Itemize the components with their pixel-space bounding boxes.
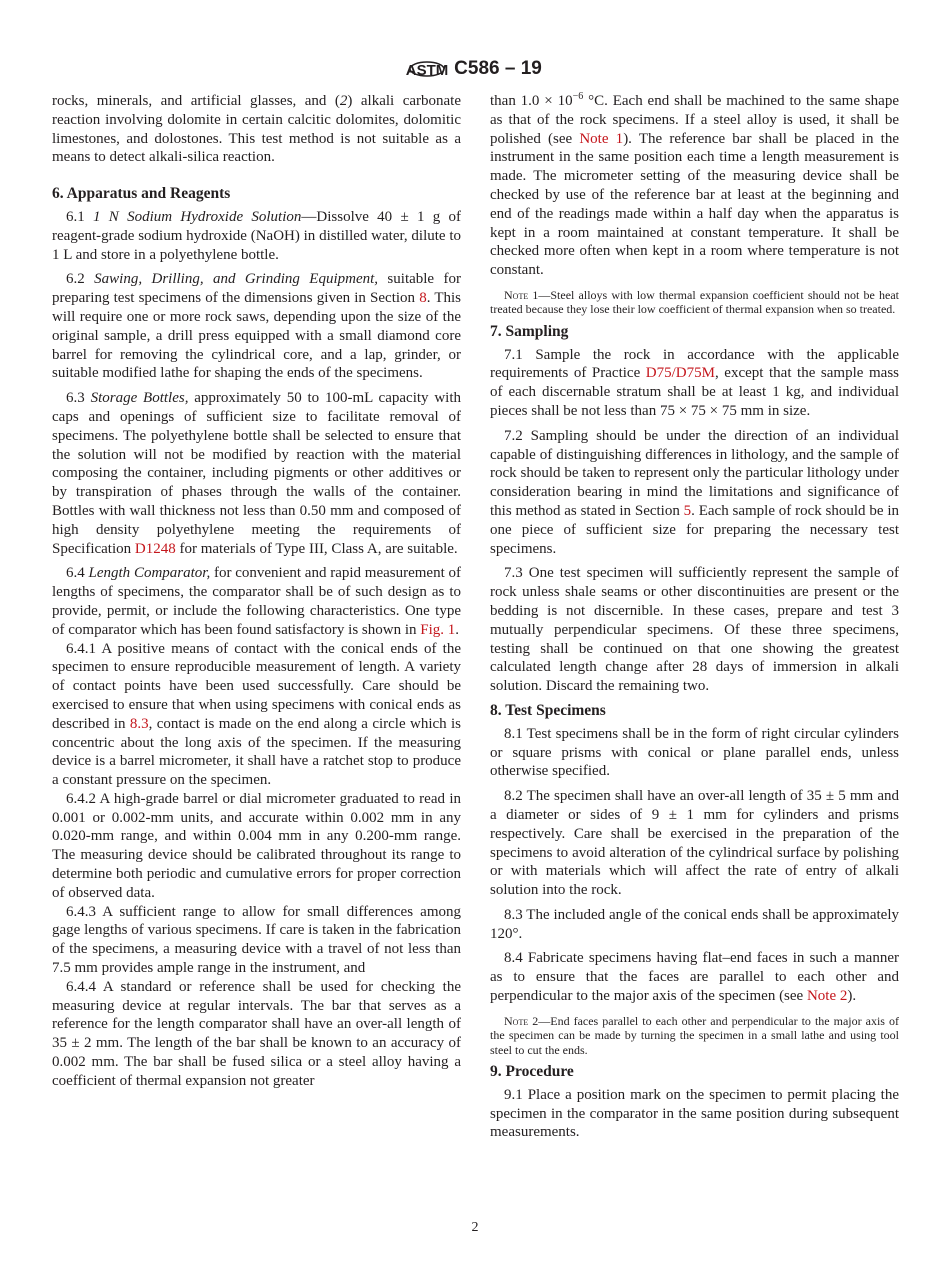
section-heading-6: 6. Apparatus and Reagents bbox=[52, 185, 231, 203]
paragraph-8-4 bbox=[490, 949, 899, 1005]
paragraph-6-4-3 bbox=[52, 903, 461, 978]
paragraph-6-4 bbox=[52, 564, 461, 639]
italic-term: 1 N Sodium Hydroxide Solution bbox=[93, 208, 302, 225]
page-header bbox=[0, 56, 950, 84]
svg-text:ASTM: ASTM bbox=[405, 62, 449, 79]
astm-logo-icon bbox=[405, 56, 449, 82]
text-run: 6.3 bbox=[66, 390, 91, 407]
paragraph-continuation bbox=[490, 92, 899, 280]
note-2 bbox=[490, 1014, 899, 1057]
text-run: 8.4 Fabricate specimens having flat–end faces in such a manner as to ensure that the faces are parallel to each other and perpendicular to the major axis of the specimen (see bbox=[490, 950, 899, 1005]
cross-reference-link[interactable]: D1248 bbox=[134, 540, 176, 557]
paragraph-9-1 bbox=[490, 1086, 899, 1142]
text-run: rocks, minerals, and artificial glasses, and ( bbox=[52, 93, 340, 109]
paragraph-6-4-1 bbox=[52, 640, 461, 790]
note-label: Note bbox=[504, 1013, 529, 1028]
note-label: Note bbox=[504, 287, 529, 302]
paragraph-7-2 bbox=[490, 427, 899, 559]
paragraph-8-1 bbox=[490, 725, 899, 781]
paragraph-8-3 bbox=[490, 906, 899, 944]
note-1 bbox=[490, 288, 899, 317]
right-column bbox=[490, 92, 899, 1142]
section-heading-9: 9. Procedure bbox=[490, 1063, 574, 1081]
text-run: 6.2 bbox=[66, 271, 95, 288]
italic-term: 2 bbox=[339, 93, 348, 109]
text-run: , contact is made on the end along a circle which is concentric about the long axis of the specimen. If the measuring device is a barrel micrometer, it shall have a ratchet stop to produce a constant pressure on the specimen. bbox=[52, 715, 462, 789]
paragraph-7-3 bbox=[490, 564, 899, 696]
text-run: ). The reference bar shall be placed in the instrument in the same position each time a length measurement is made. The micrometer setting of the measuring device shall be checked by use of the reference bar at least at the beginning and end of the readings made within a half day when the apparatus is kept in a room maintained at constant temperature. It shall be checked more often when kept in a room where temperature is not constant. bbox=[490, 130, 899, 279]
section-heading-8: 8. Test Specimens bbox=[490, 701, 606, 719]
cross-reference-link[interactable]: D75/D75M bbox=[645, 365, 715, 382]
cross-reference-link[interactable]: Note 1 bbox=[579, 130, 624, 147]
paragraph-6-1 bbox=[52, 208, 461, 264]
text-run: —Dissolve 40 ± 1 g of reagent-grade sodium hydroxide (NaOH) in distilled water, dilute to 1 L and store in a polyethylene bottle. bbox=[52, 208, 462, 263]
text-run: 8.3 The included angle of the conical ends shall be approximately 120°. bbox=[490, 906, 899, 942]
paragraph-continuation bbox=[52, 92, 461, 167]
text-run: for materials of Type III, Class A, are suitable. bbox=[175, 540, 458, 557]
section-heading-7: 7. Sampling bbox=[490, 322, 569, 340]
cross-reference-link[interactable]: 8 bbox=[419, 290, 427, 307]
text-run: 6.4.3 A sufficient range to allow for small differences among gage lengths of various specimens. If care is taken in the fabrication of the specimens, a measuring device with a travel of not less than 7.5 mm provides ample range in the instrument, and bbox=[52, 903, 461, 977]
paragraph-6-2 bbox=[52, 270, 461, 383]
text-run: ) alkali carbonate reaction involving dolomite in certain calcitic dolomites, dolomitic limestones, and dolostones. This test method is not suitable as a means to detect alkali-silica reaction. bbox=[52, 93, 462, 166]
cross-reference-link[interactable]: 5 bbox=[683, 502, 692, 519]
text-run: 6.4.1 A positive means of contact with the conical ends of the specimen to ensure reproducible measurement of length. A variety of contact points have been used successfully. Care should be exercised to ensure that when using specimens with conical ends as described in bbox=[52, 640, 461, 732]
document-designation: C586 – 19 bbox=[454, 58, 542, 79]
cross-reference-link[interactable]: 8.3 bbox=[129, 715, 149, 732]
text-run: 7.1 Sample the rock in accordance with the applicable requirements of Practice bbox=[490, 346, 899, 382]
paragraph-6-3 bbox=[52, 389, 461, 558]
page-number: 2 bbox=[471, 1220, 479, 1235]
paragraph-6-4-2 bbox=[52, 790, 461, 903]
text-run: . Each sample of rock should be in one piece of sufficient size for preparing the necessary test specimens. bbox=[490, 502, 899, 557]
text-run: 6.4.2 A high-grade barrel or dial micrometer graduated to read in 0.001 or 0.002-mm units, and accurate within 0.002 mm in any 0.020-mm range, and within 0.004 mm in any 0.200-mm range. The measuring device should be calibrated throughout its range to determine both periodic and cumulative errors for proper correction of observed data. bbox=[52, 790, 461, 901]
text-run: 8.1 Test specimens shall be in the form of right circular cylinders or square prisms with conical or plane parallel ends, unless otherwise specified. bbox=[490, 725, 899, 780]
text-run: 2—End faces parallel to each other and perpendicular to the major axis of the specimen can be made by turning the specimen in a small lathe and using tool steel to cut the ends. bbox=[490, 1013, 899, 1057]
text-run: 6.4 bbox=[66, 565, 89, 582]
text-run: , except that the sample mass of each discernable stratum shall be at least 1 kg, and individual pieces shall be not less than 75 × 75 × 75 mm in size. bbox=[490, 365, 899, 419]
text-run: suitable for preparing test specimens of the dimensions given in Section bbox=[52, 271, 461, 307]
text-run: 1—Steel alloys with low thermal expansion coefficient should not be heat treated because they lose their low coefficient of thermal expansion when so treated. bbox=[490, 287, 899, 317]
text-run: for convenient and rapid measurement of lengths of specimens, the comparator shall be of such design as to provide, permit, or include the following characteristics. One type of comparator which has been found satisfactory is shown in bbox=[52, 565, 462, 638]
text-run: . bbox=[455, 621, 460, 638]
cross-reference-link[interactable]: Note 2 bbox=[806, 988, 848, 1005]
text-run: than 1.0 × 10 bbox=[490, 93, 573, 109]
italic-term: Sawing, Drilling, and Grinding Equipment, bbox=[94, 271, 379, 288]
text-run: 8.2 The specimen shall have an over-all length of 35 ± 5 mm and a diameter or sides of 9 ± 1 mm for cylinders and prisms respectively. Care shall be exercised in the preparation of the specimens to avoid alteration of the cylindrical surface by polishing or with materials which will affect the rate of entry of alkali solution into the rock. bbox=[490, 788, 899, 899]
italic-term: Length Comparator, bbox=[88, 565, 211, 582]
text-run: ). bbox=[847, 988, 857, 1005]
text-run: 6.4.4 A standard or reference shall be used for checking the measuring device at regular intervals. The bar that serves as a reference for the length comparator shall have an over-all length of 35 ± 2 mm. The length of the bar shall be known to an accuracy of 0.002 mm. The bar shall be fused silica or a steel alloy having a coefficient of thermal expansion not greater bbox=[52, 978, 461, 1089]
text-run: 7.3 One test specimen will sufficiently represent the sample of rock unless shale seams or other discontinuities are present or the bedding is not discernible. In these cases, prepare and test 3 mutually perpendicular specimens. Of these three specimens, testing shall be continued on that one showing the greatest calculated length change after 28 days of immersion in alkali solution. Discard the remaining two. bbox=[490, 565, 899, 695]
cross-reference-link[interactable]: Fig. 1 bbox=[420, 621, 456, 638]
paragraph-6-4-4 bbox=[52, 978, 461, 1091]
paragraph-8-2 bbox=[490, 787, 899, 900]
italic-term: Storage Bottles, bbox=[90, 390, 189, 407]
superscript: −6 bbox=[572, 91, 584, 102]
text-run: °C. Each end shall be machined to the same shape as that of the rock specimens. If a steel alloy is used, it shall be polished (see bbox=[490, 93, 899, 147]
text-run: . This will require one or more rock saws, depending upon the size of the original sample, a drill press equipped with a small diamond core barrel for removing the cylindrical core, and a lap, grinder, or suitable modified lathe for shaping the ends of the specimens. bbox=[52, 290, 461, 382]
left-column bbox=[52, 92, 461, 1091]
text-run: 9.1 Place a position mark on the specimen to permit placing the specimen in the comparator in the same position during subsequent measurements. bbox=[490, 1086, 899, 1141]
text-run: 6.1 bbox=[66, 208, 94, 225]
text-run: approximately 50 to 100-mL capacity with caps and openings of sufficient size to facilitate removal of specimens. The polyethylene bottle shall be selected to ensure that the solution will not be modified by reaction with the material composing the container, including pigments or other additives or by transpiration of phases through the walls of the container. Bottles with wall thickness not less than 0.50 mm and composed of high density polyethylene meeting the requirements of Specification bbox=[52, 390, 462, 557]
text-run: 7.2 Sampling should be under the direction of an individual capable of distinguishing differences in lithology, and the sample of rock should be taken to represent only the particular lithology under consideration bearing in mind the limitations and significance of this method as stated in Section bbox=[490, 427, 899, 519]
paragraph-7-1 bbox=[490, 346, 899, 421]
